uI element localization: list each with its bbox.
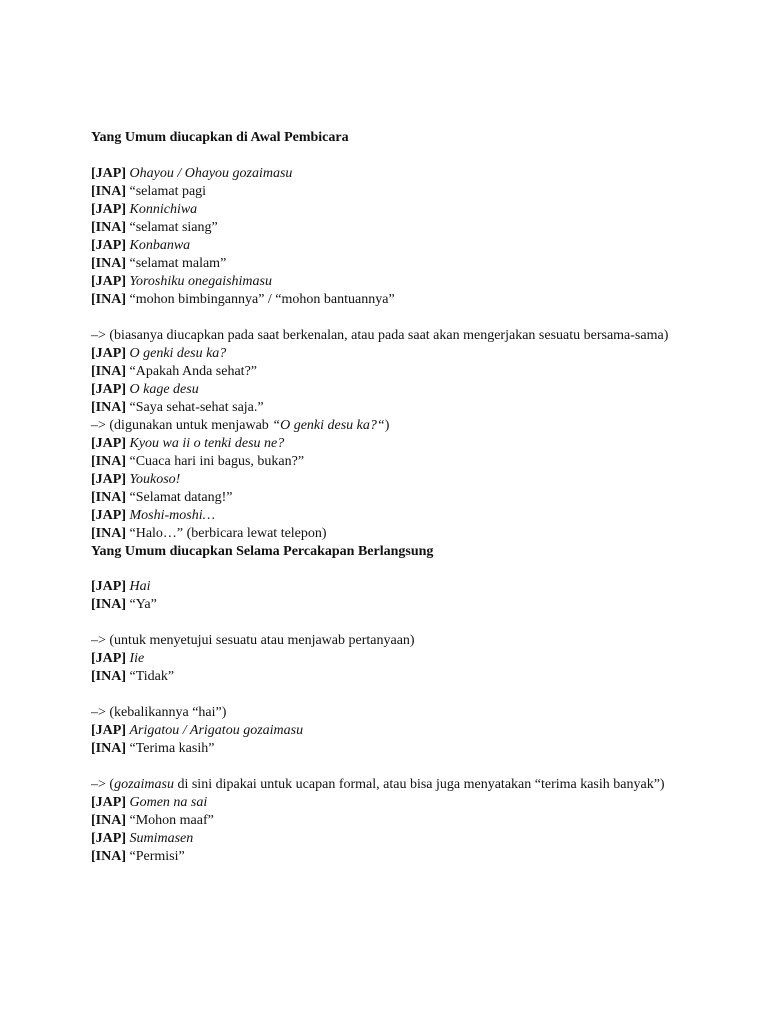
ina-line bbox=[91, 848, 691, 866]
ina-tag: [INA] bbox=[91, 526, 126, 541]
ina-translation: “Mohon maaf” bbox=[129, 813, 214, 828]
ina-line bbox=[91, 183, 691, 201]
jap-phrase: Iie bbox=[129, 651, 145, 666]
jap-phrase: Hai bbox=[129, 579, 151, 594]
ina-tag: [INA] bbox=[91, 849, 126, 864]
ina-tag: [INA] bbox=[91, 292, 126, 307]
ina-tag: [INA] bbox=[91, 669, 126, 684]
ina-line bbox=[91, 812, 691, 830]
ina-line bbox=[91, 489, 691, 507]
jap-line bbox=[91, 507, 691, 525]
jap-phrase: O kage desu bbox=[129, 382, 199, 397]
ina-tag: [INA] bbox=[91, 490, 126, 505]
jap-tag: [JAP] bbox=[91, 472, 126, 487]
ina-translation: “Saya sehat-sehat saja.” bbox=[129, 400, 264, 415]
jap-line bbox=[91, 830, 691, 848]
jap-phrase: Youkoso! bbox=[129, 472, 181, 487]
ina-translation: “selamat siang” bbox=[129, 220, 218, 235]
jap-line bbox=[91, 345, 691, 363]
jap-tag: [JAP] bbox=[91, 274, 126, 289]
usage-note: –> (kebalikannya “hai”) bbox=[91, 705, 227, 720]
usage-note: –> (biasanya diucapkan pada saat berkenalan, atau pada saat akan mengerjakan sesuatu bersama-sama) bbox=[91, 328, 669, 343]
ina-tag: [INA] bbox=[91, 220, 126, 235]
jap-phrase: Konbanwa bbox=[129, 238, 191, 253]
ina-translation: “selamat malam” bbox=[129, 256, 227, 271]
ina-translation: “Terima kasih” bbox=[129, 741, 215, 756]
ina-translation: “Permisi” bbox=[129, 849, 185, 864]
jap-phrase: Arigatou / Arigatou gozaimasu bbox=[129, 723, 304, 738]
usage-note bbox=[91, 776, 691, 794]
ina-tag: [INA] bbox=[91, 184, 126, 199]
jap-phrase: Gomen na sai bbox=[129, 795, 208, 810]
ina-tag: [INA] bbox=[91, 741, 126, 756]
section-heading-opening: Yang Umum diucapkan di Awal Pembicara bbox=[91, 130, 349, 145]
usage-note: –> (untuk menyetujui sesuatu atau menjawab pertanyaan) bbox=[91, 633, 415, 648]
ina-translation: “Halo…” (berbicara lewat telepon) bbox=[129, 526, 327, 541]
jap-line bbox=[91, 381, 691, 399]
ina-translation: “Selamat datang!” bbox=[129, 490, 233, 505]
ina-tag: [INA] bbox=[91, 364, 126, 379]
usage-note bbox=[91, 417, 691, 435]
ina-translation: “Tidak” bbox=[129, 669, 175, 684]
ina-translation: “selamat pagi bbox=[129, 184, 207, 199]
jap-tag: [JAP] bbox=[91, 382, 126, 397]
ina-line bbox=[91, 668, 691, 686]
jap-tag: [JAP] bbox=[91, 579, 126, 594]
ina-tag: [INA] bbox=[91, 813, 126, 828]
ina-translation: “Ya” bbox=[129, 597, 157, 612]
note-text: –> ( bbox=[91, 777, 115, 792]
ina-line bbox=[91, 399, 691, 417]
jap-phrase: Kyou wa ii o tenki desu ne? bbox=[129, 436, 285, 451]
jap-phrase: Ohayou / Ohayou gozaimasu bbox=[129, 166, 293, 181]
note-italic-phrase: gozaimasu bbox=[114, 777, 174, 792]
jap-tag: [JAP] bbox=[91, 508, 126, 523]
ina-line bbox=[91, 525, 691, 543]
jap-line bbox=[91, 237, 691, 255]
jap-tag: [JAP] bbox=[91, 795, 126, 810]
ina-line bbox=[91, 291, 691, 309]
jap-line bbox=[91, 435, 691, 453]
ina-tag: [INA] bbox=[91, 400, 126, 415]
jap-phrase: Yoroshiku onegaishimasu bbox=[129, 274, 272, 289]
ina-translation: “Apakah Anda sehat?” bbox=[129, 364, 257, 379]
note-text: ) bbox=[384, 418, 390, 433]
jap-phrase: Konnichiwa bbox=[129, 202, 198, 217]
document-body bbox=[91, 129, 691, 866]
ina-tag: [INA] bbox=[91, 256, 126, 271]
jap-phrase: O genki desu ka? bbox=[129, 346, 227, 361]
note-text: di sini dipakai untuk ucapan formal, atau bisa juga menyatakan “terima kasih banyak”) bbox=[173, 777, 665, 792]
jap-tag: [JAP] bbox=[91, 346, 126, 361]
jap-line bbox=[91, 650, 691, 668]
ina-line bbox=[91, 596, 691, 614]
section-heading-conversation: Yang Umum diucapkan Selama Percakapan Berlangsung bbox=[91, 544, 434, 559]
ina-translation: “Cuaca hari ini bagus, bukan?” bbox=[129, 454, 305, 469]
jap-line bbox=[91, 578, 691, 596]
ina-line bbox=[91, 255, 691, 273]
ina-translation: “mohon bimbingannya” / “mohon bantuannya” bbox=[129, 292, 395, 307]
jap-tag: [JAP] bbox=[91, 238, 126, 253]
note-italic-phrase: “O genki desu ka?“ bbox=[272, 418, 385, 433]
ina-line bbox=[91, 219, 691, 237]
jap-line bbox=[91, 722, 691, 740]
ina-line bbox=[91, 453, 691, 471]
ina-line bbox=[91, 740, 691, 758]
jap-line bbox=[91, 471, 691, 489]
ina-tag: [INA] bbox=[91, 597, 126, 612]
note-text: –> (digunakan untuk menjawab bbox=[91, 418, 273, 433]
jap-tag: [JAP] bbox=[91, 831, 126, 846]
jap-tag: [JAP] bbox=[91, 651, 126, 666]
jap-tag: [JAP] bbox=[91, 166, 126, 181]
ina-line bbox=[91, 363, 691, 381]
jap-line bbox=[91, 794, 691, 812]
jap-phrase: Sumimasen bbox=[129, 831, 194, 846]
ina-tag: [INA] bbox=[91, 454, 126, 469]
jap-line bbox=[91, 165, 691, 183]
jap-line bbox=[91, 273, 691, 291]
jap-tag: [JAP] bbox=[91, 723, 126, 738]
jap-tag: [JAP] bbox=[91, 202, 126, 217]
jap-phrase: Moshi-moshi… bbox=[129, 508, 216, 523]
jap-line bbox=[91, 201, 691, 219]
jap-tag: [JAP] bbox=[91, 436, 126, 451]
